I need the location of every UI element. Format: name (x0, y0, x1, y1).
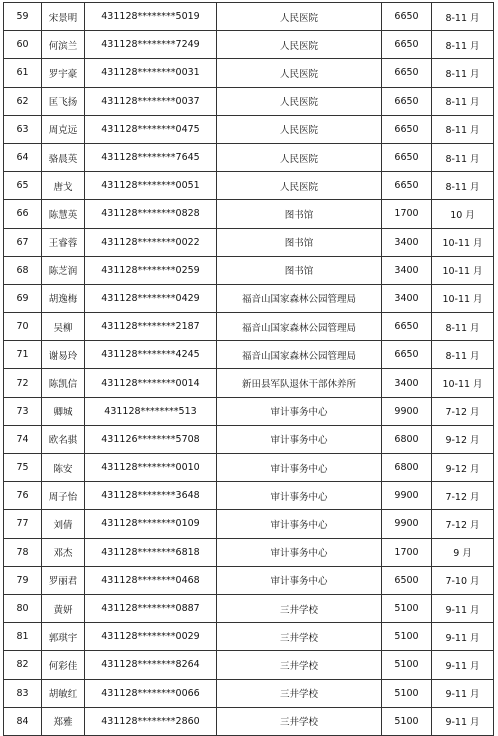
cell-id-number: 431128********0109 (85, 510, 217, 538)
cell-amount: 3400 (382, 256, 432, 284)
cell-name: 王睿蓉 (42, 228, 85, 256)
cell-months: 9-11 月 (432, 707, 494, 735)
cell-number: 64 (4, 143, 42, 171)
cell-number: 75 (4, 454, 42, 482)
cell-amount: 1700 (382, 538, 432, 566)
table-row (4, 454, 494, 482)
cell-name: 何滨兰 (42, 31, 85, 59)
cell-name: 陈慧英 (42, 200, 85, 228)
cell-name: 郭琪宇 (42, 623, 85, 651)
cell-organization: 人民医院 (217, 115, 382, 143)
cell-organization: 审计事务中心 (217, 538, 382, 566)
cell-number: 82 (4, 651, 42, 679)
table-row (4, 707, 494, 735)
cell-months: 10-11 月 (432, 256, 494, 284)
table-row (4, 284, 494, 312)
cell-name: 胡逸梅 (42, 284, 85, 312)
cell-number: 62 (4, 87, 42, 115)
cell-number: 78 (4, 538, 42, 566)
cell-number: 74 (4, 425, 42, 453)
cell-name: 周克远 (42, 115, 85, 143)
cell-id-number: 431128********513 (85, 397, 217, 425)
cell-months: 8-11 月 (432, 115, 494, 143)
cell-name: 何彩佳 (42, 651, 85, 679)
cell-amount: 9900 (382, 397, 432, 425)
cell-months: 9-11 月 (432, 651, 494, 679)
cell-number: 63 (4, 115, 42, 143)
cell-amount: 6800 (382, 454, 432, 482)
cell-name: 卿城 (42, 397, 85, 425)
cell-organization: 图书馆 (217, 256, 382, 284)
cell-organization: 审计事务中心 (217, 566, 382, 594)
cell-amount: 3400 (382, 228, 432, 256)
cell-name: 罗宇豪 (42, 59, 85, 87)
cell-name: 刘倩 (42, 510, 85, 538)
cell-amount: 3400 (382, 369, 432, 397)
table-row (4, 87, 494, 115)
cell-name: 陈凯信 (42, 369, 85, 397)
cell-number: 72 (4, 369, 42, 397)
cell-amount: 3400 (382, 284, 432, 312)
cell-number: 61 (4, 59, 42, 87)
cell-organization: 人民医院 (217, 31, 382, 59)
cell-organization: 三井学校 (217, 651, 382, 679)
cell-months: 9-12 月 (432, 454, 494, 482)
cell-id-number: 431128********4245 (85, 341, 217, 369)
cell-id-number: 431128********0022 (85, 228, 217, 256)
cell-id-number: 431128********0828 (85, 200, 217, 228)
cell-number: 84 (4, 707, 42, 735)
cell-name: 欧名骐 (42, 425, 85, 453)
cell-months: 7-10 月 (432, 566, 494, 594)
cell-amount: 6650 (382, 59, 432, 87)
cell-number: 70 (4, 313, 42, 341)
table-row (4, 425, 494, 453)
cell-organization: 人民医院 (217, 143, 382, 171)
cell-organization: 审计事务中心 (217, 510, 382, 538)
cell-id-number: 431128********0259 (85, 256, 217, 284)
cell-organization: 新田县军队退休干部休养所 (217, 369, 382, 397)
cell-name: 唐戈 (42, 172, 85, 200)
cell-id-number: 431128********0031 (85, 59, 217, 87)
table-row (4, 397, 494, 425)
table-row (4, 313, 494, 341)
cell-months: 7-12 月 (432, 397, 494, 425)
cell-id-number: 431128********0475 (85, 115, 217, 143)
cell-organization: 审计事务中心 (217, 454, 382, 482)
table-row (4, 538, 494, 566)
cell-amount: 6500 (382, 566, 432, 594)
cell-organization: 三井学校 (217, 623, 382, 651)
cell-amount: 5100 (382, 623, 432, 651)
cell-number: 77 (4, 510, 42, 538)
cell-organization: 人民医院 (217, 172, 382, 200)
cell-number: 68 (4, 256, 42, 284)
cell-id-number: 431128********2187 (85, 313, 217, 341)
table-row (4, 651, 494, 679)
cell-amount: 6650 (382, 31, 432, 59)
table-row (4, 482, 494, 510)
table-row (4, 369, 494, 397)
cell-id-number: 431128********7249 (85, 31, 217, 59)
cell-number: 81 (4, 623, 42, 651)
cell-organization: 审计事务中心 (217, 397, 382, 425)
cell-number: 83 (4, 679, 42, 707)
table-row (4, 510, 494, 538)
cell-amount: 6650 (382, 313, 432, 341)
cell-id-number: 431128********3648 (85, 482, 217, 510)
cell-id-number: 431128********5019 (85, 3, 217, 31)
table-row (4, 623, 494, 651)
cell-amount: 9900 (382, 510, 432, 538)
cell-name: 陈安 (42, 454, 85, 482)
table-row (4, 566, 494, 594)
cell-id-number: 431128********0429 (85, 284, 217, 312)
cell-amount: 6650 (382, 143, 432, 171)
cell-months: 8-11 月 (432, 341, 494, 369)
cell-number: 69 (4, 284, 42, 312)
table-row (4, 59, 494, 87)
cell-months: 9 月 (432, 538, 494, 566)
table-row (4, 143, 494, 171)
cell-months: 7-12 月 (432, 510, 494, 538)
cell-months: 8-11 月 (432, 3, 494, 31)
cell-id-number: 431126********5708 (85, 425, 217, 453)
cell-organization: 人民医院 (217, 87, 382, 115)
cell-months: 9-12 月 (432, 425, 494, 453)
cell-id-number: 431128********0014 (85, 369, 217, 397)
cell-amount: 6650 (382, 3, 432, 31)
cell-name: 陈芝润 (42, 256, 85, 284)
cell-amount: 6650 (382, 115, 432, 143)
cell-amount: 6650 (382, 87, 432, 115)
cell-organization: 三井学校 (217, 707, 382, 735)
cell-amount: 6650 (382, 341, 432, 369)
cell-number: 66 (4, 200, 42, 228)
cell-organization: 人民医院 (217, 3, 382, 31)
cell-amount: 5100 (382, 707, 432, 735)
cell-months: 8-11 月 (432, 143, 494, 171)
table-row (4, 3, 494, 31)
cell-amount: 5100 (382, 651, 432, 679)
cell-number: 67 (4, 228, 42, 256)
cell-name: 吴柳 (42, 313, 85, 341)
cell-number: 65 (4, 172, 42, 200)
cell-organization: 审计事务中心 (217, 425, 382, 453)
table-row (4, 679, 494, 707)
cell-number: 60 (4, 31, 42, 59)
cell-organization: 审计事务中心 (217, 482, 382, 510)
table-row (4, 31, 494, 59)
cell-months: 10 月 (432, 200, 494, 228)
cell-amount: 5100 (382, 594, 432, 622)
cell-id-number: 431128********0029 (85, 623, 217, 651)
cell-name: 周子怡 (42, 482, 85, 510)
cell-name: 骆晨英 (42, 143, 85, 171)
table-row (4, 228, 494, 256)
cell-name: 邓杰 (42, 538, 85, 566)
cell-organization: 福音山国家森林公园管理局 (217, 284, 382, 312)
cell-months: 9-11 月 (432, 594, 494, 622)
cell-amount: 1700 (382, 200, 432, 228)
table-row (4, 594, 494, 622)
cell-name: 黄妍 (42, 594, 85, 622)
cell-id-number: 431128********0887 (85, 594, 217, 622)
cell-amount: 5100 (382, 679, 432, 707)
cell-name: 胡敏红 (42, 679, 85, 707)
cell-months: 8-11 月 (432, 172, 494, 200)
cell-id-number: 431128********0468 (85, 566, 217, 594)
cell-organization: 福音山国家森林公园管理局 (217, 341, 382, 369)
cell-months: 10-11 月 (432, 228, 494, 256)
cell-id-number: 431128********0037 (85, 87, 217, 115)
cell-amount: 6650 (382, 172, 432, 200)
cell-organization: 图书馆 (217, 200, 382, 228)
cell-id-number: 431128********7645 (85, 143, 217, 171)
table-row (4, 256, 494, 284)
cell-id-number: 431128********8264 (85, 651, 217, 679)
cell-amount: 9900 (382, 482, 432, 510)
cell-number: 80 (4, 594, 42, 622)
cell-id-number: 431128********0051 (85, 172, 217, 200)
cell-organization: 福音山国家森林公园管理局 (217, 313, 382, 341)
cell-organization: 人民医院 (217, 59, 382, 87)
table-row (4, 172, 494, 200)
cell-months: 10-11 月 (432, 284, 494, 312)
cell-months: 8-11 月 (432, 87, 494, 115)
table-row (4, 115, 494, 143)
cell-id-number: 431128********0066 (85, 679, 217, 707)
cell-months: 8-11 月 (432, 31, 494, 59)
table-body (4, 3, 494, 736)
cell-organization: 图书馆 (217, 228, 382, 256)
cell-name: 宋景明 (42, 3, 85, 31)
cell-name: 匡飞扬 (42, 87, 85, 115)
cell-name: 谢易玲 (42, 341, 85, 369)
cell-months: 9-11 月 (432, 623, 494, 651)
cell-id-number: 431128********0010 (85, 454, 217, 482)
cell-number: 79 (4, 566, 42, 594)
cell-months: 9-11 月 (432, 679, 494, 707)
cell-months: 7-12 月 (432, 482, 494, 510)
cell-months: 10-11 月 (432, 369, 494, 397)
cell-number: 73 (4, 397, 42, 425)
cell-number: 71 (4, 341, 42, 369)
table-row (4, 200, 494, 228)
cell-name: 郑雅 (42, 707, 85, 735)
cell-id-number: 431128********2860 (85, 707, 217, 735)
cell-months: 8-11 月 (432, 59, 494, 87)
cell-organization: 三井学校 (217, 679, 382, 707)
cell-name: 罗丽君 (42, 566, 85, 594)
cell-id-number: 431128********6818 (85, 538, 217, 566)
cell-number: 59 (4, 3, 42, 31)
table-row (4, 341, 494, 369)
cell-amount: 6800 (382, 425, 432, 453)
subsidy-table (3, 2, 494, 736)
cell-number: 76 (4, 482, 42, 510)
cell-months: 8-11 月 (432, 313, 494, 341)
cell-organization: 三井学校 (217, 594, 382, 622)
